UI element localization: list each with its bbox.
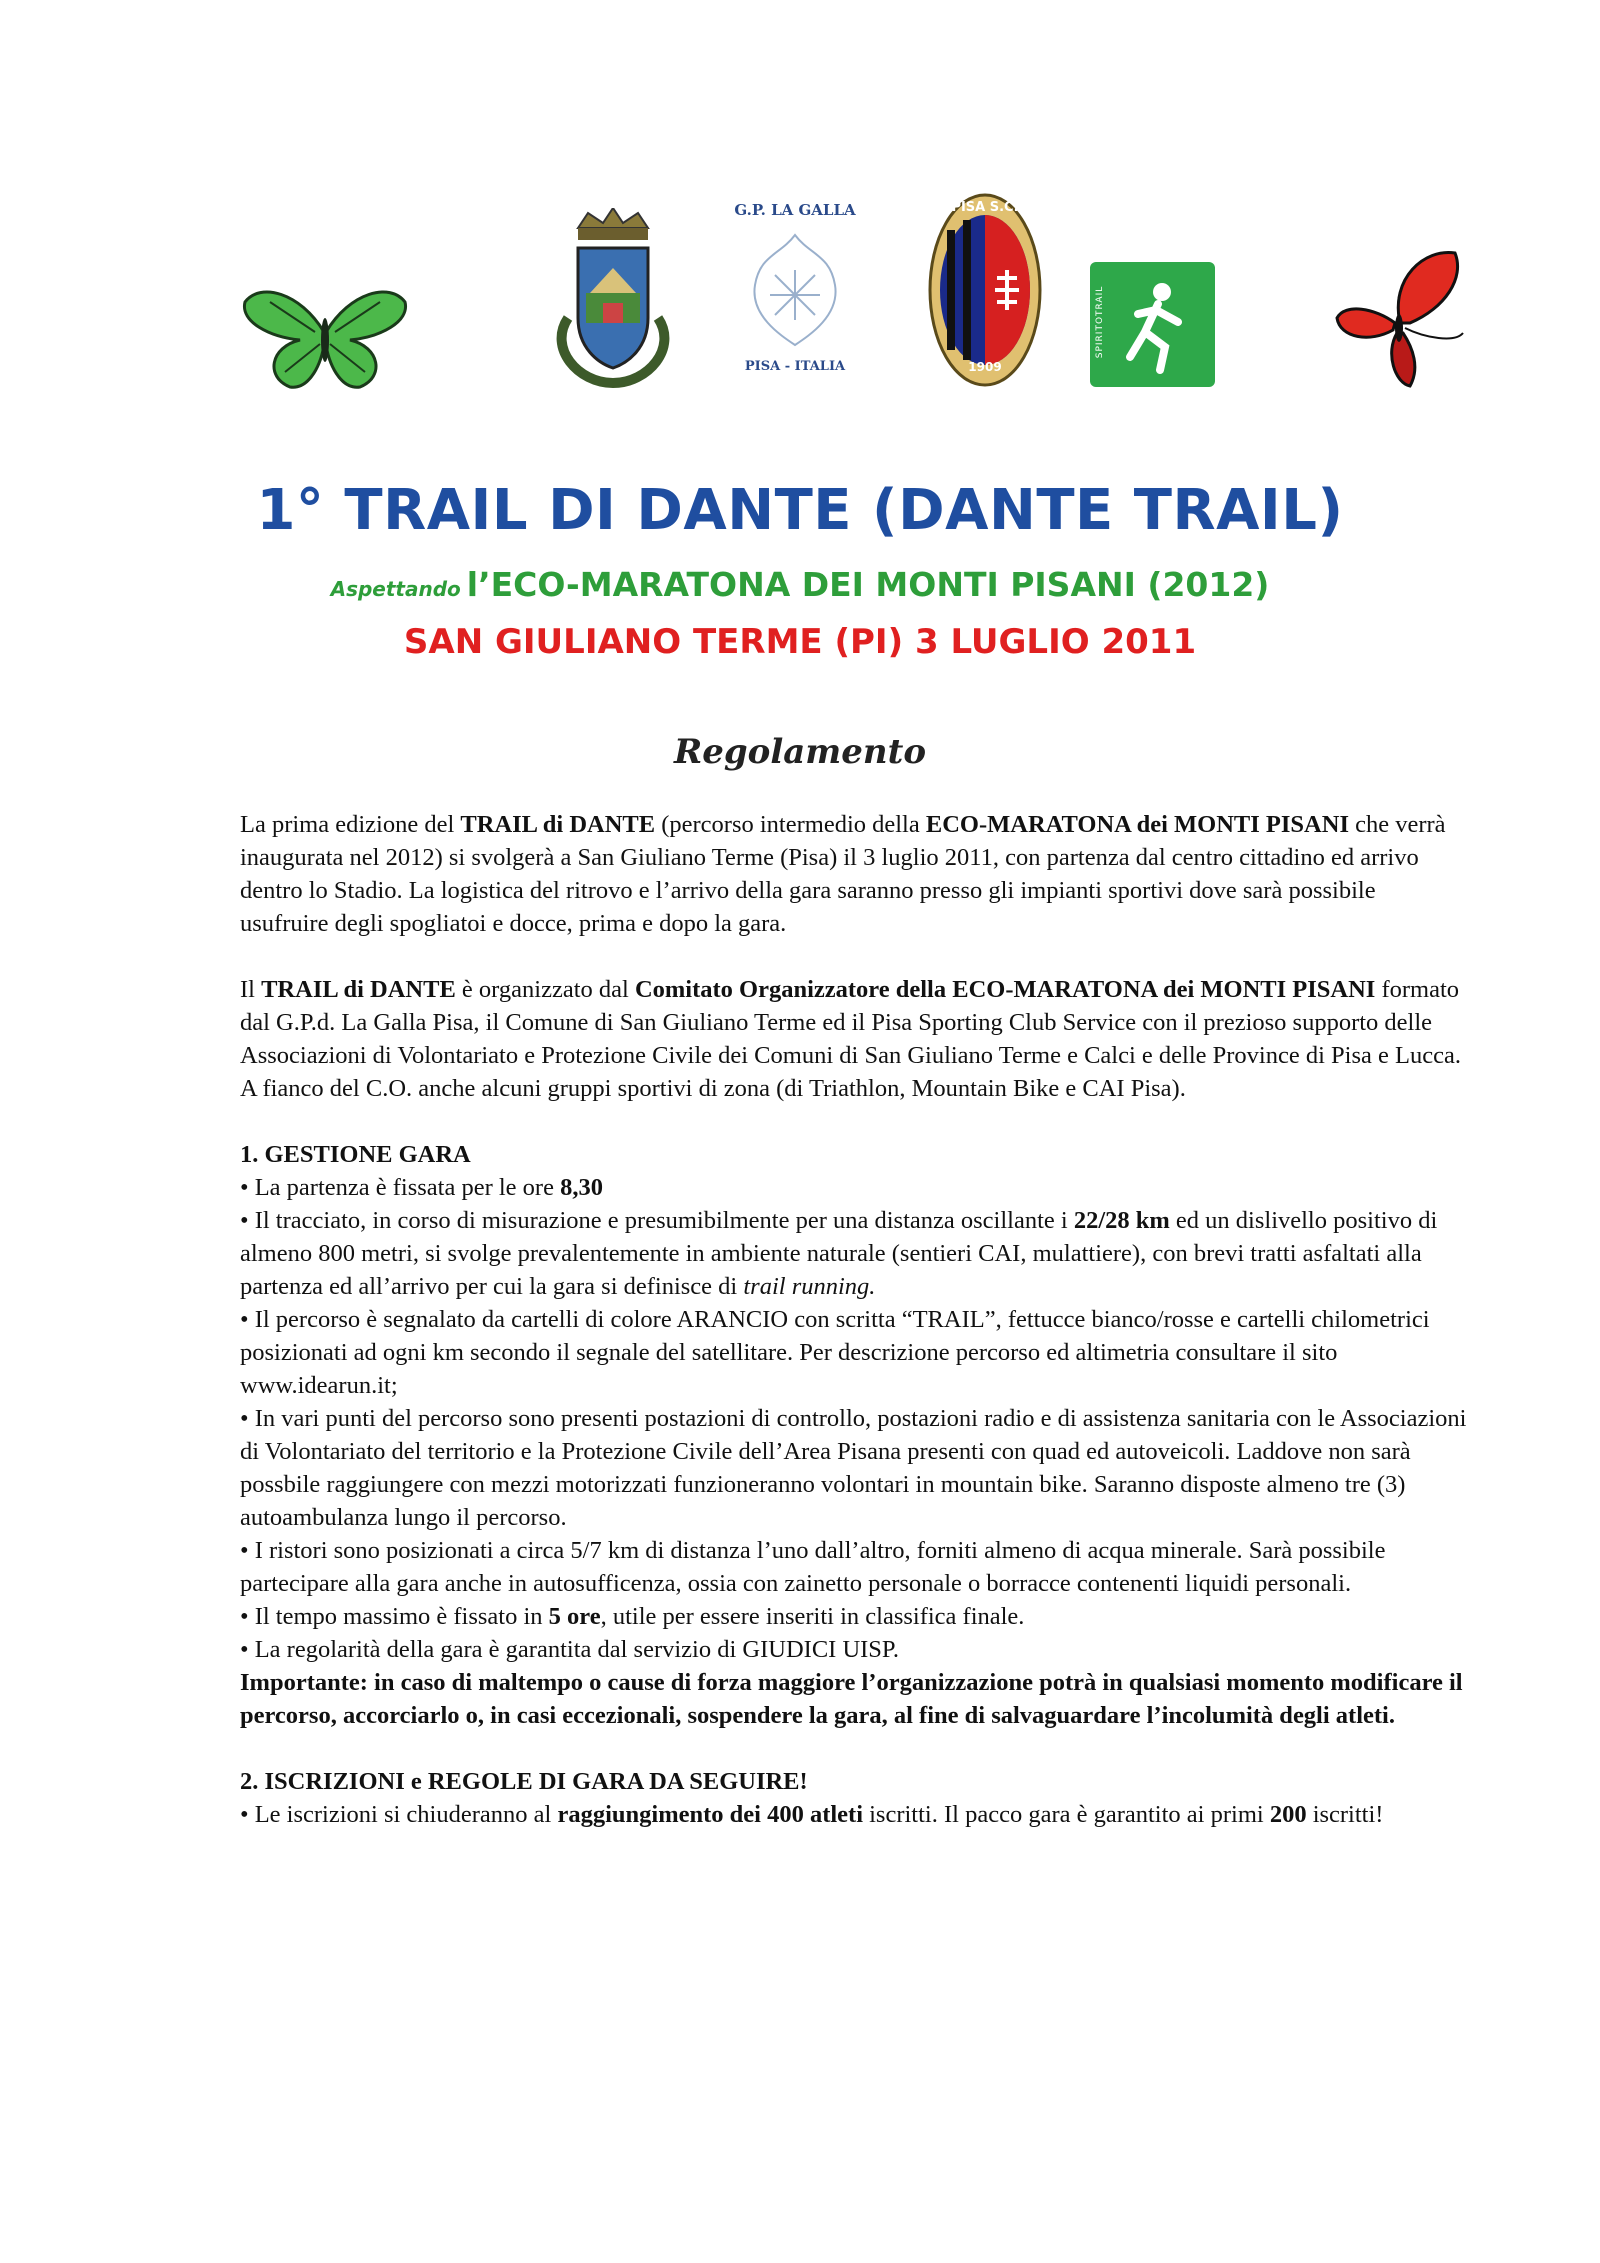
regolamento-heading: Regolamento — [674, 732, 926, 772]
bullet-start-time — [240, 1171, 1470, 1204]
section-2-heading: 2. ISCRIZIONI e REGOLE DI GARA DA SEGUIRE! — [240, 1768, 808, 1795]
text-run: formato dal G.P.d. La Galla Pisa, il Comune di San Giuliano Terme ed il Pisa Sporting Club Service con il prezioso supporto delle Associazioni di Volontariato e Protezione Civile dei Comuni di San Giuliano Terme e Calci e delle Province di Pisa e Lucca. A fianco del C.O. anche alcuni gruppi sportivi di zona (di Triathlon, Mountain Bike e CAI Pisa). — [240, 976, 1461, 1102]
gp-la-galla-bottom-text: PISA - ITALIA — [744, 359, 846, 374]
text-run: iscritti. Il pacco gara è garantito ai primi — [863, 1801, 1270, 1828]
spiritotrail-text: SPIRITOTRAIL — [1095, 285, 1105, 359]
gp-la-galla-logo — [720, 195, 870, 385]
text-run-bold: Comitato Organizzatore della ECO-MARATONA dei MONTI PISANI — [634, 976, 1376, 1003]
text-run: , utile per essere inseriti in classifica finale. — [600, 1603, 1025, 1630]
aspettando-label: Aspettando — [330, 577, 461, 601]
pisa-sc-top-text: PISA S.C. — [951, 200, 1019, 215]
text-run: (percorso intermedio della — [655, 811, 926, 838]
spiritotrail-logo — [1090, 262, 1215, 387]
red-butterfly-icon — [1335, 248, 1470, 388]
text-run: iscritti! — [1306, 1801, 1384, 1828]
text-run: • Il tracciato, in corso di misurazione e presumibilmente per una distanza oscillante i — [240, 1207, 1074, 1234]
text-run-bold: TRAIL di DANTE — [460, 811, 656, 838]
subtitle — [0, 565, 1600, 604]
section-1-heading: 1. GESTIONE GARA — [240, 1141, 471, 1168]
logo-strip — [0, 0, 1600, 420]
text-run-bold: 200 — [1269, 1801, 1307, 1828]
subtitle-text: l’ECO-MARATONA DEI MONTI PISANI (2012) — [466, 565, 1270, 604]
bullet-registrations — [240, 1798, 1470, 1831]
text-run-bold: 5 ore — [548, 1603, 601, 1630]
text-run: • La partenza è fissata per le ore — [240, 1174, 561, 1201]
document-body — [240, 808, 1470, 1831]
text-run-bold: 22/28 km — [1073, 1207, 1170, 1234]
text-run: • Il tempo massimo è fissato in — [240, 1603, 549, 1630]
spiritotrail-runner-icon — [1090, 262, 1215, 387]
pisa-sc-year-text: 1909 — [968, 360, 1002, 374]
green-butterfly-icon — [240, 282, 410, 392]
text-run: è organizzato dal — [455, 976, 635, 1003]
text-run-bold: ECO-MARATONA dei MONTI PISANI — [925, 811, 1349, 838]
gp-la-galla-logo-icon — [720, 195, 870, 385]
bullet-route — [240, 1204, 1470, 1303]
text-run-bold: TRAIL di DANTE — [261, 976, 456, 1003]
important-notice: Importante: in caso di maltempo o cause di forza maggiore l’organizzazione potrà in qualsiasi momento modificare il percorso, accorciarlo o, in casi eccezionali, sospendere la gara, al fine di salvaguardare l’incolumità degli atleti. — [240, 1669, 1463, 1729]
pisa-sc-crest — [925, 190, 1045, 390]
text-run-italic: trail running. — [743, 1273, 876, 1300]
place-date: SAN GIULIANO TERME (PI) 3 LUGLIO 2011 — [403, 622, 1197, 662]
page-title: 1° TRAIL DI DANTE (DANTE TRAIL) — [256, 478, 1344, 543]
text-run: ed un dislivello positivo di almeno 800 metri, si svolge prevalentemente in ambiente naturale (sentieri CAI, mulattiere), con brevi tratti asfaltati alla partenza ed all’arrivo per cui la gara si definisce di — [240, 1207, 1438, 1300]
text-run: che verrà inaugurata nel 2012) si svolgerà a San Giuliano Terme (Pisa) il 3 luglio 2011, con partenza dal centro cittadino ed arrivo dentro lo Stadio. La logistica del ritrovo e l’arrivo della gara saranno presso gli impianti sportivi dove sarà possibile usufruire degli spogliatoi e docce, prima e dopo la gara. — [240, 811, 1446, 937]
bullet-judges: • La regolarità della gara è garantita dal servizio di GIUDICI UISP. — [240, 1636, 899, 1663]
text-run-bold: raggiungimento dei 400 atleti — [557, 1801, 863, 1828]
bullet-assistance: • In vari punti del percorso sono presenti postazioni di controllo, postazioni radio e di assistenza sanitaria con le Associazioni di Volontariato del territorio e la Protezione Civile dell’Area Pisana presenti con quad ed autoveicoli. Laddove non sarà possbile raggiungere con mezzi motorizzati funzioneranno volontari in mountain bike. Saranno disposte almeno tre (3) autoambulanza lungo il percorso. — [240, 1405, 1467, 1531]
text-run: La prima edizione del — [240, 811, 461, 838]
gp-la-galla-top-text: G.P. LA GALLA — [734, 201, 856, 219]
text-run: • Le iscrizioni si chiuderanno al — [240, 1801, 558, 1828]
text-run-bold: 8,30 — [560, 1174, 603, 1201]
intro-paragraph-1 — [240, 808, 1470, 940]
bullet-signage: • Il percorso è segnalato da cartelli di colore ARANCIO con scritta “TRAIL”, fettucce bianco/rosse e cartelli chilometrici posizionati ad ogni km secondo il segnale del satellitare. Per descrizione percorso ed altimetria consultare il sito www.idearun.it; — [240, 1306, 1430, 1399]
bullet-refreshments: • I ristori sono posizionati a circa 5/7 km di distanza l’uno dall’altro, forniti almeno di acqua minerale. Sarà possibile partecipare alla gara anche in autosufficenza, ossia con zainetto personale o borracce contenenti liquidi personali. — [240, 1537, 1386, 1597]
municipal-coat-of-arms-icon — [548, 208, 678, 388]
intro-paragraph-2 — [240, 973, 1470, 1105]
text-run: Il — [240, 976, 262, 1003]
bullet-max-time — [240, 1600, 1470, 1633]
